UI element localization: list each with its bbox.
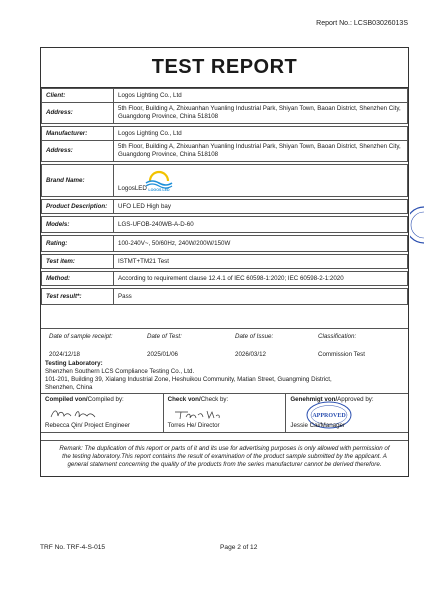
laboratory-label: Testing Laboratory:: [45, 360, 103, 367]
sample-receipt-value: 2024/12/18: [49, 351, 80, 358]
test-date-label: Date of Test:: [147, 333, 182, 340]
brand-value: LogosLED: [118, 185, 147, 193]
title-box: [41, 48, 408, 88]
issue-date-value: 2026/03/12: [235, 351, 266, 358]
row-test-result: [42, 289, 408, 305]
row-manufacturer-address: [42, 141, 408, 162]
client-value: Logos Lighting Co., Ltd: [114, 89, 408, 103]
form-number: TRF No. TRF-4-S-015: [40, 544, 106, 551]
row-rating: [42, 236, 408, 252]
info-table: [41, 88, 408, 305]
manufacturer-value: Logos Lighting Co., Ltd: [114, 127, 408, 141]
row-manufacturer: [42, 127, 408, 141]
remark: Remark: The duplication of this report or parts of it and its use for advertising purposes is only allowed with permission of the testing laboratory.This report contains the result of examination of the product sample submitted by the applicant. A general statement concerning the quality of the products from the series manufacturer cannot be derived therefore.: [41, 440, 408, 469]
laboratory-block: [45, 360, 400, 392]
approved-by-heading: Genehmigt von/Approved by:: [290, 396, 374, 403]
row-test-item: [42, 255, 408, 269]
product-description-value: UFO LED High bay: [114, 200, 408, 214]
test-item-value: ISTMT+TM21 Test: [114, 255, 408, 269]
test-item-label: Test item:: [42, 255, 114, 269]
rating-value: 100-240V~, 50/60Hz, 240W/200W/150W: [114, 236, 408, 252]
logo-text: LOGOS LED: [148, 188, 170, 192]
client-address-label: Address:: [42, 103, 114, 124]
brand-cell: [114, 165, 408, 197]
manufacturer-address-value: 5th Floor, Building A, Zhixuanhan Yuanling Industrial Park, Shiyan Town, Baoan District, Shenzhen City, Guangdong Province, China 518108: [114, 141, 408, 162]
classification-label: Classification:: [318, 333, 357, 340]
models-label: Models:: [42, 217, 114, 233]
checked-by-heading: Check von/Check by:: [167, 396, 229, 403]
checked-by-cell: [164, 394, 287, 432]
manufacturer-label: Manufacturer:: [42, 127, 114, 141]
page-number: Page 2 of 12: [220, 544, 258, 551]
manufacturer-address-label: Address:: [42, 141, 114, 162]
approved-by-cell: [286, 394, 408, 432]
laboratory-name: Shenzhen Southern LCS Compliance Testing Co., Ltd.: [45, 368, 195, 376]
approved-by-name: Jessie Cai/Manager: [290, 422, 346, 429]
checked-signature: [172, 407, 222, 421]
laboratory-address-line1: 101-201, Building 39, Xialang Industrial Zone, Heshuikou Community, Matian Street, Guangming District,: [45, 376, 332, 384]
rating-label: Rating:: [42, 236, 114, 252]
issue-date-label: Date of Issue:: [235, 333, 274, 340]
report-frame: [40, 47, 409, 477]
models-value: LGS-UFOB-240WB-A-D-60: [114, 217, 408, 233]
compiled-by-cell: [41, 394, 164, 432]
checked-by-name: Torres He/ Director: [167, 422, 220, 429]
product-description-label: Product Description:: [42, 200, 114, 214]
dates-value-row: [41, 347, 408, 361]
compiled-signature: [49, 407, 99, 421]
side-stamp-icon: [410, 205, 424, 245]
row-models: [42, 217, 408, 233]
method-value: According to requirement clause 12.4.1 of IEC 60598-1:2020; IEC 60598-2-1:2020: [114, 272, 408, 286]
row-product: [42, 200, 408, 214]
method-label: Method:: [42, 272, 114, 286]
dates-header-row: [41, 329, 408, 343]
sample-receipt-label: Date of sample receipt:: [49, 333, 113, 340]
row-client: [42, 89, 408, 103]
stamp-text: APPROVED: [312, 413, 347, 419]
signature-table: [41, 393, 408, 433]
row-method: [42, 272, 408, 286]
report-number: Report No.: LCSB03026013S: [316, 20, 408, 27]
classification-value: Commission Test: [318, 351, 365, 358]
test-date-value: 2025/01/06: [147, 351, 178, 358]
client-address-value: 5th Floor, Building A, Zhixuanhan Yuanling Industrial Park, Shiyan Town, Baoan District, Shenzhen City, Guangdong Province, China 518108: [114, 103, 408, 124]
laboratory-address-line2: Shenzhen, China: [45, 384, 93, 392]
brand-label: Brand Name:: [42, 165, 114, 197]
test-result-value: Pass: [114, 289, 408, 305]
report-title: TEST REPORT: [151, 56, 298, 78]
row-client-address: [42, 103, 408, 124]
compiled-by-name: Rebecca Qin/ Project Engineer: [45, 422, 130, 429]
logos-led-logo-icon: [144, 170, 174, 192]
dates-section: [41, 328, 408, 361]
test-result-label: Test result*:: [42, 289, 114, 305]
compiled-by-heading: Compiled von/Compiled by:: [45, 396, 124, 403]
client-label: Client:: [42, 89, 114, 103]
row-brand: [42, 165, 408, 197]
